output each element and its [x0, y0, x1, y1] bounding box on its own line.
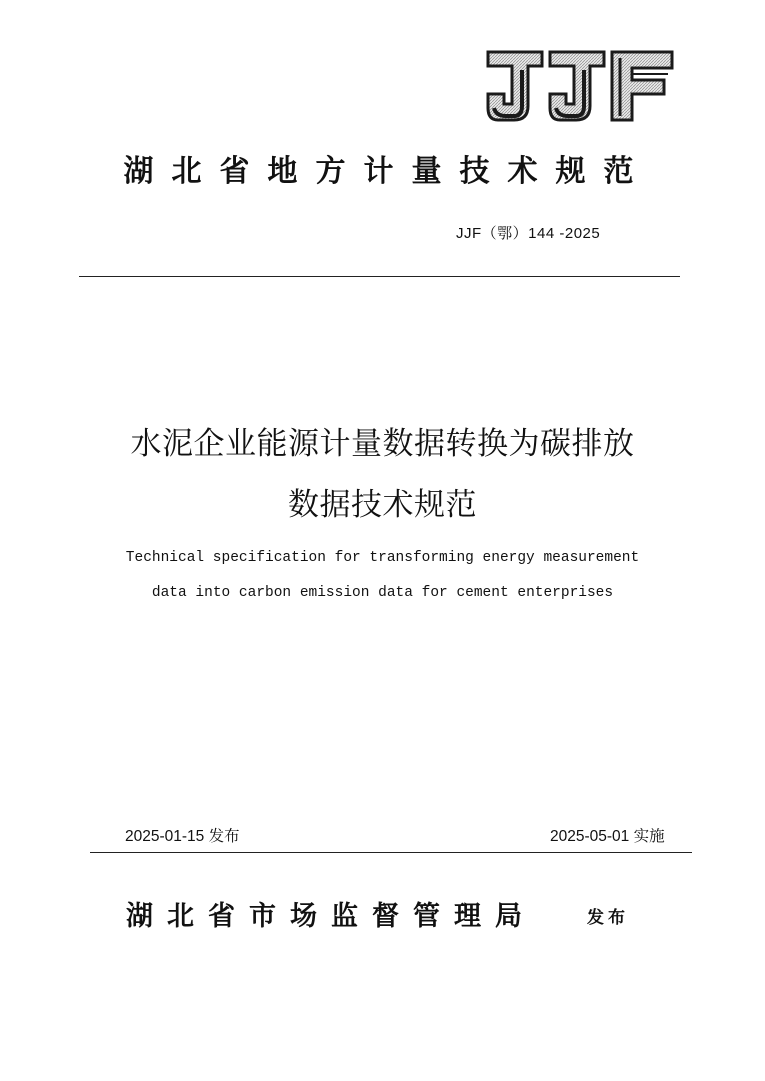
title-line-1: 水泥企业能源计量数据转换为碳排放 [130, 426, 635, 462]
jjf-logo-image [486, 48, 674, 122]
implementation-date: 2025-05-01 实施 [550, 828, 665, 845]
doc-number: JJF（鄂）144 -2025 [456, 225, 601, 242]
bottom-divider [90, 852, 692, 853]
top-divider [79, 276, 680, 277]
issue-date: 2025-01-15 发布 [125, 828, 240, 845]
publisher-suffix: 发布 [587, 908, 629, 928]
english-title-line-1: Technical specification for transforming energy measurement [125, 550, 640, 566]
doc-type-heading: 湖北省地方计量技术规范 [123, 154, 652, 189]
title-line-2: 数据技术规范 [288, 487, 477, 523]
publisher-name: 湖北省市场监督管理局 [126, 901, 536, 932]
jjf-logo [486, 48, 674, 122]
english-title-line-2: data into carbon emission data for cement enterprises [151, 585, 614, 601]
